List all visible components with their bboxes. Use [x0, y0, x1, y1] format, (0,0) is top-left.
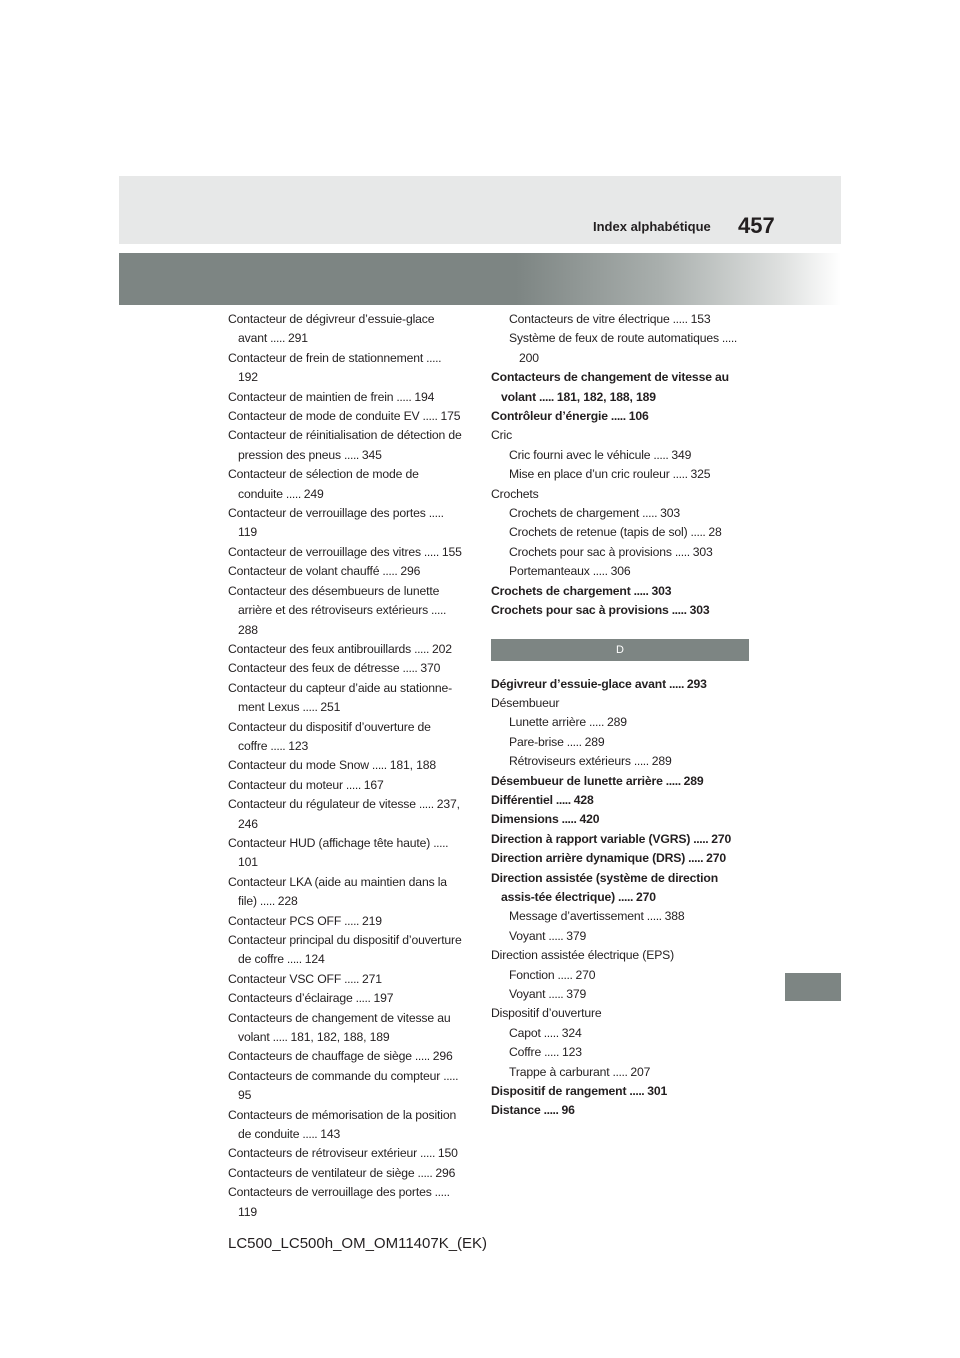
index-entry-text: Contacteurs de vitre électrique — [509, 312, 670, 326]
index-entry — [228, 582, 462, 640]
index-entry — [228, 834, 462, 873]
index-entry-text: Contacteurs de chauffage de siège — [228, 1049, 412, 1064]
index-entry — [491, 869, 749, 908]
index-entry-page: 388 — [664, 909, 685, 924]
index-entry-text: Rétroviseurs extérieurs — [509, 754, 631, 769]
index-entry-text: Trappe à carburant — [509, 1064, 610, 1079]
leader-dots: ..... — [607, 409, 629, 424]
index-entry — [491, 946, 749, 965]
index-entry — [491, 752, 749, 771]
index-entry-text: Cric — [491, 428, 513, 443]
leader-dots: ..... — [662, 773, 684, 788]
index-entry-text: Contacteur LKA (aide au maintien dans la file) — [228, 874, 447, 909]
leader-dots: ..... — [368, 758, 390, 773]
index-entry — [491, 985, 749, 1004]
index-entry — [491, 543, 749, 562]
leader-dots: ..... — [420, 544, 442, 559]
index-entry — [491, 907, 749, 926]
index-entry-page: 192 — [238, 370, 258, 385]
leader-dots: ..... — [630, 754, 652, 769]
index-entry-text: Contacteur de volant chauffé — [228, 564, 380, 579]
index-entry-text: Contacteur VSC OFF — [228, 971, 342, 986]
leader-dots: ..... — [267, 331, 288, 346]
index-entry-page: 123 — [288, 738, 309, 753]
index-entry-text: Crochets de chargement — [491, 583, 631, 598]
index-entry-text: Différentiel — [491, 792, 553, 807]
leader-dots: ..... — [615, 889, 636, 904]
leader-dots: ..... — [415, 797, 437, 812]
index-entry-page: 181, 182, 188, 189 — [290, 1030, 390, 1045]
leader-dots: ..... — [639, 506, 661, 521]
index-entry-page: 270 — [706, 851, 726, 866]
index-entry-page: 296 — [400, 564, 421, 579]
index-entry — [228, 388, 462, 407]
index-entry-page: 106 — [628, 409, 649, 424]
index-entry-text: Dimensions — [491, 812, 559, 827]
leader-dots: ..... — [411, 1049, 433, 1064]
index-entry-page: 296 — [435, 1165, 456, 1180]
index-entry — [491, 562, 749, 581]
index-entry-page: 228 — [277, 894, 298, 909]
leader-dots: ..... — [558, 812, 580, 827]
index-entry-page: 123 — [561, 1045, 582, 1060]
index-entry-text: Crochets de retenue (tapis de sol) — [509, 525, 688, 540]
index-entry — [491, 310, 749, 329]
index-entry — [228, 504, 462, 543]
index-entry — [228, 1106, 462, 1145]
leader-dots: ..... — [630, 583, 652, 598]
index-entry-text: Voyant — [509, 928, 546, 943]
index-entry — [491, 446, 749, 465]
index-entry-text: Message d’avertissement — [509, 909, 644, 924]
index-entry — [228, 543, 462, 562]
leader-dots: ..... — [669, 467, 691, 482]
leader-dots: ..... — [423, 350, 442, 365]
index-entry-text: Fonction — [509, 967, 555, 982]
index-entry-page: 153 — [690, 312, 711, 326]
leader-dots: ..... — [666, 676, 687, 691]
index-entry-text: Pare-brise — [509, 734, 564, 749]
index-entry-page: 237, 246 — [238, 797, 460, 831]
leader-dots: ..... — [586, 715, 607, 730]
index-section-c-continued — [491, 310, 749, 621]
index-entry-text: Contacteur du régulateur de vitesse — [228, 797, 416, 812]
index-entry — [491, 927, 749, 946]
leader-dots: ..... — [563, 734, 585, 749]
index-entry-page: 200 — [519, 350, 539, 365]
index-entry-page: 370 — [420, 661, 441, 676]
leader-dots: ..... — [609, 1064, 631, 1079]
index-entry-page: 379 — [566, 928, 587, 943]
index-entry-page: 428 — [573, 792, 594, 807]
index-entry-text: Contacteurs de verrouillage des portes — [228, 1185, 432, 1200]
index-entry — [491, 504, 749, 523]
index-entry-text: Crochets de chargement — [509, 506, 640, 521]
leader-dots: ..... — [554, 967, 576, 982]
index-entry-page: 293 — [686, 676, 707, 691]
document-code: LC500_LC500h_OM_OM11407K_(EK) — [228, 1235, 488, 1252]
index-entry-page: 289 — [651, 754, 672, 769]
index-entry — [491, 675, 749, 694]
index-entry — [491, 1063, 749, 1082]
index-entry-text: Contacteurs de changement de vitesse au volant — [491, 370, 729, 404]
index-section-d — [491, 675, 749, 1121]
leader-dots: ..... — [685, 851, 707, 866]
index-column-left — [228, 310, 462, 1222]
index-entry-page: 167 — [363, 777, 384, 792]
index-entry-text: Contacteur de verrouillage des portes — [228, 506, 426, 521]
index-entry-text: Contacteur des feux de détresse — [228, 661, 400, 676]
index-entry — [491, 791, 749, 810]
index-entry-text: Contacteur principal du dispositif d’ouverture de coffre — [228, 933, 462, 967]
index-entry-page: 303 — [692, 544, 713, 559]
leader-dots: ..... — [342, 777, 364, 792]
index-entry — [228, 426, 462, 465]
index-entry — [228, 970, 462, 989]
index-entry — [228, 989, 462, 1008]
index-entry-page: 271 — [362, 971, 382, 986]
index-entry-page: 143 — [320, 1127, 341, 1142]
leader-dots: ..... — [256, 894, 278, 909]
index-entry — [228, 1047, 462, 1066]
index-entry-page: 289 — [683, 773, 704, 788]
index-entry — [228, 1009, 462, 1048]
index-entry-page: 270 — [711, 831, 732, 846]
index-entry — [228, 679, 462, 718]
index-entry — [491, 1043, 749, 1062]
index-entry-page: 207 — [630, 1064, 651, 1079]
index-entry-page: 303 — [660, 506, 680, 521]
index-entry-page: 175 — [440, 409, 461, 424]
index-entry-page: 379 — [566, 987, 587, 1001]
index-entry — [228, 349, 462, 388]
index-entry-text: Direction assistée électrique (EPS) — [491, 948, 675, 963]
index-entry-text: Portemanteaux — [509, 564, 590, 579]
index-entry-page: 325 — [690, 467, 711, 482]
index-entry — [228, 465, 462, 504]
index-entry-text: Voyant — [509, 987, 546, 1001]
index-entry-page: 249 — [303, 486, 324, 501]
index-entry-text: Contacteur de frein de stationnement — [228, 350, 424, 365]
index-entry — [228, 1144, 462, 1163]
index-entry-text: Cric fourni avec le véhicule — [509, 447, 651, 462]
index-entry-text: Contacteurs de changement de vitesse au volant — [228, 1010, 451, 1045]
index-entry — [491, 1024, 749, 1043]
index-entry — [228, 912, 462, 931]
index-entry-text: Contacteur de mode de conduite EV — [228, 409, 420, 424]
index-entry-text: Contacteur de sélection de mode de conduite — [228, 467, 419, 501]
page-number: 457 — [738, 213, 775, 238]
leader-dots: ..... — [411, 641, 432, 656]
index-entry — [491, 733, 749, 752]
index-entry — [228, 1067, 462, 1106]
index-entry — [228, 1183, 462, 1222]
index-entry — [491, 966, 749, 985]
index-entry — [228, 310, 462, 349]
leader-dots: ..... — [282, 486, 304, 501]
index-entry — [491, 713, 749, 732]
index-entry-text: Dispositif d’ouverture — [491, 1006, 602, 1021]
leader-dots: ..... — [379, 564, 401, 579]
index-entry-page: 119 — [238, 525, 257, 540]
leader-dots: ..... — [552, 792, 574, 807]
index-entry-text: Crochets pour sac à provisions — [509, 544, 672, 559]
leader-dots: ..... — [668, 603, 690, 618]
index-entry — [228, 1164, 462, 1183]
index-entry-text: Contacteur du mode Snow — [228, 758, 369, 773]
index-entry — [491, 694, 749, 713]
index-column-right — [491, 310, 749, 1121]
section-title: Index alphabétique — [593, 219, 711, 234]
index-entry-page: 95 — [238, 1088, 252, 1103]
index-entry-text: Capot — [509, 1025, 541, 1040]
index-entry-page: 291 — [287, 331, 308, 346]
index-entry-text: Contacteur du moteur — [228, 777, 343, 792]
index-entry — [228, 931, 462, 970]
index-entry-page: 194 — [414, 389, 435, 404]
leader-dots: ..... — [341, 447, 362, 462]
leader-dots: ..... — [425, 506, 444, 521]
index-entry-page: 251 — [320, 700, 341, 715]
index-entry — [491, 523, 749, 542]
index-entry-text: Contacteurs d’éclairage — [228, 991, 353, 1006]
index-entry-text: Contacteurs de mémorisation de la position de conduite — [228, 1107, 457, 1142]
index-entry — [491, 1004, 749, 1023]
index-entry — [491, 407, 749, 426]
leader-dots: ..... — [414, 1165, 436, 1180]
leader-dots: ..... — [428, 603, 446, 618]
leader-dots: ..... — [269, 1030, 291, 1045]
index-entry-page: 296 — [432, 1049, 453, 1064]
index-entry — [491, 1101, 749, 1120]
index-entry — [491, 810, 749, 829]
index-entry — [228, 756, 462, 775]
index-entry-text: Contacteur du dispositif d’ouverture de coffre — [228, 719, 431, 753]
index-entry-text: Distance — [491, 1103, 541, 1118]
index-entry — [491, 426, 749, 445]
index-entry — [491, 1082, 749, 1101]
chapter-side-tab — [785, 973, 841, 1001]
index-entry-text: Lunette arrière — [509, 715, 587, 730]
index-entry-page: 181, 188 — [389, 758, 437, 773]
index-entry-text: Contacteurs de commande du compteur — [228, 1068, 441, 1083]
index-entry-text: Mise en place d’un cric rouleur — [509, 467, 670, 482]
index-entry — [228, 718, 462, 757]
index-entry — [228, 659, 462, 678]
leader-dots: ..... — [626, 1084, 648, 1099]
leader-dots: ..... — [399, 661, 421, 676]
index-entry-text: Contacteur PCS OFF — [228, 913, 342, 928]
index-entry — [228, 640, 462, 659]
index-entry — [228, 407, 462, 426]
index-entry-text: Contacteur des désembueurs de lunette arrière et des rétroviseurs extérieurs — [228, 583, 440, 618]
index-entry-text: Contacteurs de ventilateur de siège — [228, 1165, 415, 1180]
leader-dots: ..... — [540, 1103, 562, 1118]
index-entry-text: Contacteur du capteur d’aide au stationne-ment Lexus — [228, 680, 453, 715]
index-entry-text: Contacteur de verrouillage des vitres — [228, 544, 421, 559]
index-entry — [491, 368, 749, 407]
leader-dots: ..... — [430, 835, 449, 850]
leader-dots: ..... — [352, 991, 374, 1006]
leader-dots: ..... — [299, 1127, 321, 1142]
index-entry — [491, 465, 749, 484]
leader-dots: ..... — [536, 389, 557, 404]
index-entry-page: 301 — [647, 1084, 668, 1099]
leader-dots: ..... — [419, 409, 441, 424]
index-entry-text: Crochets — [491, 486, 539, 501]
index-entry-text: Contacteur des feux antibrouillards — [228, 641, 412, 656]
leader-dots: ..... — [650, 447, 672, 462]
leader-dots: ..... — [341, 913, 363, 928]
leader-dots: ..... — [417, 1146, 438, 1161]
leader-dots: ..... — [643, 909, 665, 924]
leader-dots: ..... — [545, 987, 567, 1001]
index-entry-page: 349 — [671, 447, 692, 462]
leader-dots: ..... — [283, 952, 305, 967]
index-entry — [491, 601, 749, 620]
index-entry-page: 306 — [610, 564, 631, 579]
index-entry-page: 150 — [437, 1146, 458, 1161]
index-entry-text: Contacteur de réinitialisation de détection de pression des pneus — [228, 428, 462, 462]
index-entry-page: 202 — [432, 641, 452, 656]
index-entry-text: Désembueur de lunette arrière — [491, 773, 663, 788]
index-entry-text: Contacteurs de rétroviseur extérieur — [228, 1146, 418, 1161]
index-entry-text: Désembueur — [491, 695, 560, 710]
index-entry-text: Crochets pour sac à provisions — [491, 603, 669, 618]
index-entry-page: 219 — [362, 913, 382, 928]
index-entry-page: 303 — [651, 583, 672, 598]
index-entry-text: Dispositif de rangement — [491, 1084, 627, 1099]
index-entry — [491, 849, 749, 868]
index-entry — [491, 830, 749, 849]
index-entry-text: Direction assistée (système de direction assis-tée électrique) — [491, 870, 719, 904]
index-entry-page: 197 — [373, 991, 394, 1006]
index-entry — [228, 776, 462, 795]
index-entry-page: 303 — [689, 603, 710, 618]
leader-dots: ..... — [540, 1025, 562, 1040]
index-entry — [228, 562, 462, 581]
index-entry-page: 289 — [606, 715, 627, 730]
index-entry-page: 420 — [579, 812, 600, 827]
index-entry-page: 270 — [635, 889, 656, 904]
index-entry — [491, 582, 749, 601]
index-entry-text: Contacteur de dégivreur d’essuie-glace avant — [228, 312, 435, 346]
leader-dots: ..... — [671, 544, 693, 559]
index-entry-page: 119 — [238, 1204, 257, 1219]
leader-dots: ..... — [299, 700, 321, 715]
index-entry-page: 324 — [561, 1025, 582, 1040]
leader-dots: ..... — [687, 525, 709, 540]
index-entry-text: Coffre — [509, 1045, 542, 1060]
index-entry-page: 124 — [304, 952, 325, 967]
index-entry-text: Dégivreur d’essuie-glace avant — [491, 676, 667, 691]
letter-heading-d: D — [491, 639, 749, 661]
leader-dots: ..... — [718, 331, 737, 346]
index-entry-text: Système de feux de route automatiques — [509, 331, 719, 346]
leader-dots: ..... — [267, 738, 289, 753]
index-entry-text: Direction à rapport variable (VGRS) — [491, 831, 691, 846]
index-entry-text: Contacteur de maintien de frein — [228, 389, 394, 404]
index-entry-page: 28 — [708, 525, 722, 540]
leader-dots: ..... — [669, 312, 691, 326]
leader-dots: ..... — [341, 971, 363, 986]
leader-dots: ..... — [541, 1045, 562, 1060]
index-entry-text: Contrôleur d’énergie — [491, 409, 608, 424]
index-entry-page: 96 — [561, 1103, 575, 1118]
index-entry-page: 181, 182, 188, 189 — [556, 389, 656, 404]
index-entry-page: 101 — [238, 855, 258, 870]
index-entry — [228, 873, 462, 912]
leader-dots: ..... — [431, 1185, 450, 1200]
index-entry-page: 288 — [238, 622, 258, 637]
index-entry-page: 345 — [361, 447, 382, 462]
chapter-band — [119, 253, 841, 305]
index-entry-page: 289 — [584, 734, 605, 749]
index-entry-text: Direction arrière dynamique (DRS) — [491, 851, 686, 866]
leader-dots: ..... — [440, 1068, 459, 1083]
index-entry — [491, 772, 749, 791]
index-entry-page: 270 — [575, 967, 596, 982]
index-entry — [491, 329, 749, 368]
index-entry-page: 155 — [441, 544, 462, 559]
index-entry — [228, 795, 462, 834]
leader-dots: ..... — [589, 564, 611, 579]
index-entry — [491, 485, 749, 504]
leader-dots: ..... — [393, 389, 415, 404]
leader-dots: ..... — [690, 831, 712, 846]
leader-dots: ..... — [545, 928, 567, 943]
header-band — [119, 176, 841, 244]
index-entry-text: Contacteur HUD (affichage tête haute) — [228, 835, 431, 850]
